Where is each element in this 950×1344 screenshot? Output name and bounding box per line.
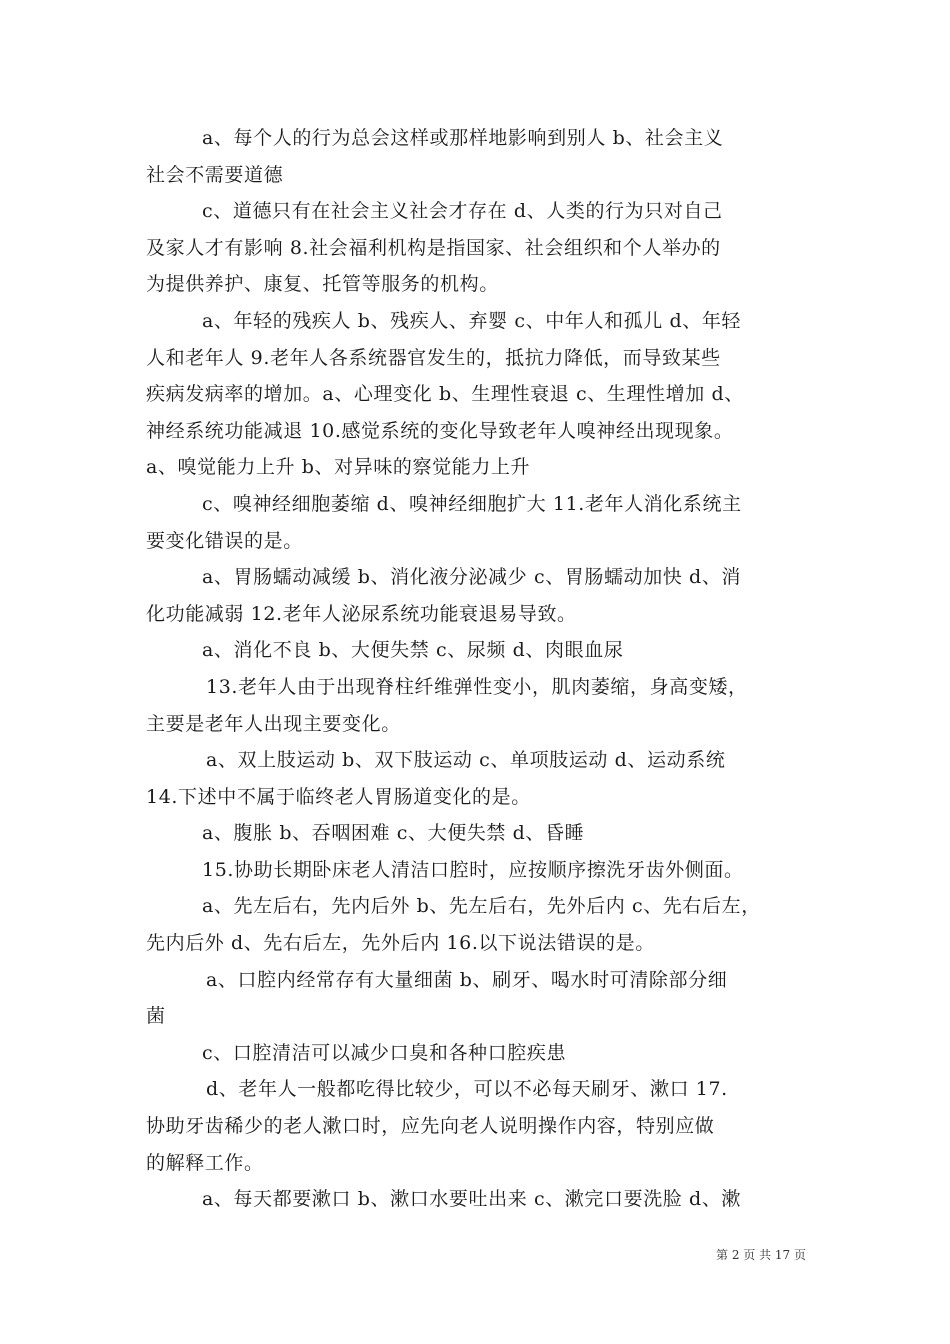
text-line: 化功能减弱 12.老年人泌尿系统功能衰退易导致。 [146, 602, 577, 625]
document-body [146, 120, 810, 1218]
text-line: c、道德只有在社会主义社会才存在 d、人类的行为只对自己 [202, 200, 723, 223]
text-line: 人和老年人 9.老年人各系统器官发生的，抵抗力降低，而导致某些 [146, 346, 721, 369]
text-line: a、双上肢运动 b、双下肢运动 c、单项肢运动 d、运动系统 [206, 749, 726, 772]
text-line: 协助牙齿稀少的老人漱口时，应先向老人说明操作内容，特别应做 [146, 1115, 715, 1138]
text-line: c、嗅神经细胞萎缩 d、嗅神经细胞扩大 11.老年人消化系统主 [202, 492, 742, 515]
text-line: a、消化不良 b、大便失禁 c、尿频 d、肉眼血尿 [202, 639, 624, 662]
text-line: a、年轻的残疾人 b、残疾人、弃婴 c、中年人和孤儿 d、年轻 [202, 309, 742, 332]
text-line: 疾病发病率的增加。a、心理变化 b、生理性衰退 c、生理性增加 d、 [146, 383, 744, 406]
text-line: 主要是老年人出现主要变化。 [146, 712, 401, 735]
text-line: 社会不需要道德 [146, 163, 284, 186]
text-line: 的解释工作。 [146, 1151, 264, 1174]
text-line: a、嗅觉能力上升 b、对异味的察觉能力上升 [146, 456, 531, 479]
text-line: 13.老年人由于出现脊柱纤维弹性变小，肌肉萎缩，身高变矮， [206, 675, 748, 698]
text-line: a、腹胀 b、吞咽困难 c、大便失禁 d、昏睡 [202, 822, 585, 845]
text-line: 要变化错误的是。 [146, 529, 303, 552]
text-line: 菌 [146, 1005, 166, 1028]
page-number-footer: 第 2 页 共 17 页 [716, 1248, 806, 1262]
text-line: 15.协助长期卧床老人清洁口腔时，应按顺序擦洗牙齿外侧面。 [202, 858, 744, 881]
text-line: a、胃肠蠕动减缓 b、消化液分泌减少 c、胃肠蠕动加快 d、消 [202, 566, 742, 589]
text-line: 先内后外 d、先右后左，先外后内 16.以下说法错误的是。 [146, 932, 655, 955]
text-line: a、每天都要漱口 b、漱口水要吐出来 c、漱完口要洗脸 d、漱 [202, 1188, 742, 1211]
text-line: a、每个人的行为总会这样或那样地影响到别人 b、社会主义 [202, 127, 724, 149]
text-line: c、口腔清洁可以减少口臭和各种口腔疾患 [202, 1041, 567, 1064]
text-line: 神经系统功能减退 10.感觉系统的变化导致老年人嗅神经出现现象。 [146, 419, 734, 442]
text-line: 14.下述中不属于临终老人胃肠道变化的是。 [146, 785, 531, 808]
text-line: 为提供养护、康复、托管等服务的机构。 [146, 273, 499, 296]
text-line: a、口腔内经常存有大量细菌 b、刷牙、喝水时可清除部分细 [206, 968, 728, 991]
text-line: 及家人才有影响 8.社会福利机构是指国家、社会组织和个人举办的 [146, 236, 721, 259]
text-line: d、老年人一般都吃得比较少，可以不必每天刷牙、漱口 17. [206, 1078, 728, 1101]
text-line: a、先左后右，先内后外 b、先左后右，先外后内 c、先右后左， [202, 895, 761, 918]
